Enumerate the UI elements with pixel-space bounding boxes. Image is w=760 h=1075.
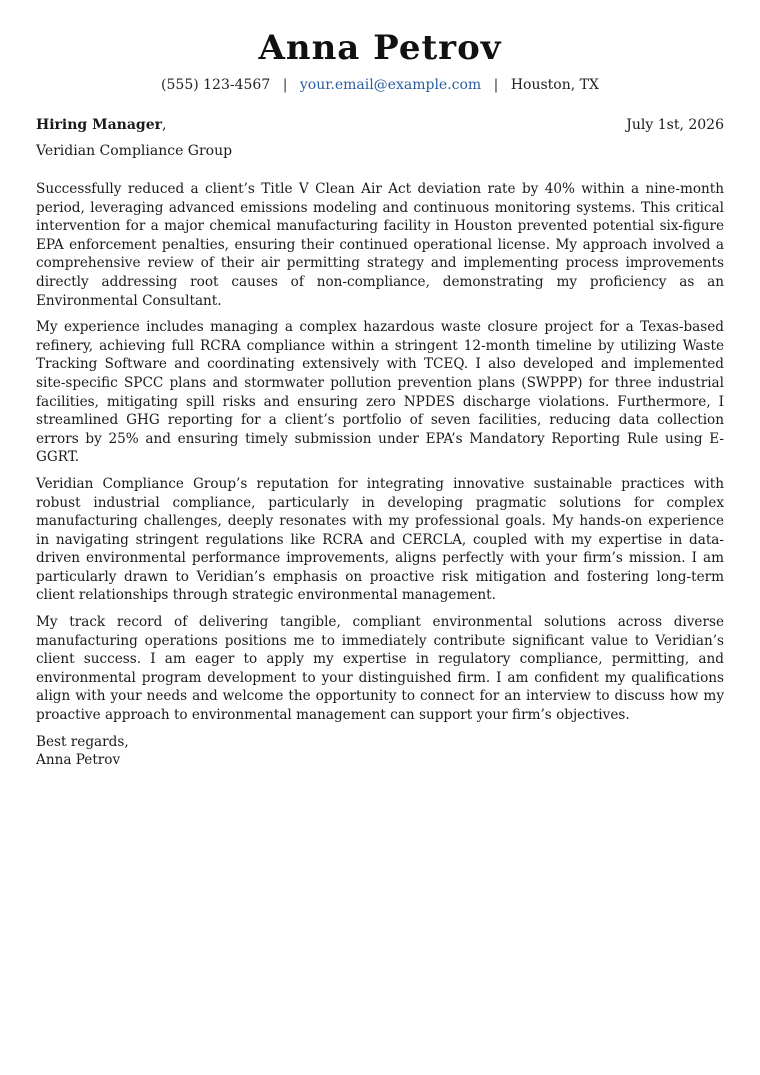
letter-closing <box>36 733 724 770</box>
location: Houston, TX <box>510 77 599 93</box>
sender-name: Anna Petrov <box>258 28 502 68</box>
recipient-name: Hiring Manager <box>36 117 162 133</box>
letter-date: July 1st, 2026 <box>626 117 724 133</box>
phone-number: (555) 123-4567 <box>161 77 271 93</box>
signature: Anna Petrov <box>36 752 121 769</box>
email-link[interactable]: your.email@example.com <box>299 77 482 93</box>
salutation: Best regards, <box>36 733 129 750</box>
separator: | <box>493 77 499 93</box>
letter-body <box>36 180 724 725</box>
contact-line <box>36 76 724 94</box>
body-paragraph: My experience includes managing a complex hazardous waste closure project for a Texas-based refinery, achieving full RCRA compliance within a stringent 12-month timeline by utilizing Waste Tracking Software and coordinating extensively with TCEQ. I also developed and implemented site-specific SPCC plans and stormwater pollution prevention plans (SWPPP) for three industrial facilities, mitigating spill risks and ensuring zero NPDES discharge violations. Furthermore, I streamlined GHG reporting for a client’s portfolio of seven facilities, reducing data collection errors by 25% and ensuring timely submission under EPA’s Mandatory Reporting Rule using E-GGRT. <box>36 319 724 466</box>
company-name: Veridian Compliance Group <box>36 143 233 159</box>
recipient-line <box>36 116 166 134</box>
letter-header <box>36 0 724 94</box>
body-paragraph: Successfully reduced a client’s Title V Clean Air Act deviation rate by 40% within a nine-month period, leveraging advanced emissions modeling and continuous monitoring systems. This critical intervention for a major chemical manufacturing facility in Houston prevented potential six-figure EPA enforcement penalties, ensuring their continued operational license. My approach involved a comprehensive review of their air permitting strategy and implementing process improvements directly addressing root causes of non-compliance, demonstrating my proficiency as an Environmental Consultant. <box>36 181 724 309</box>
recipient-suffix: , <box>161 117 167 133</box>
body-paragraph: Veridian Compliance Group’s reputation for integrating innovative sustainable practices with robust industrial compliance, particularly in developing pragmatic solutions for complex manufacturing challenges, deeply resonates with my professional goals. My hands-on experience in navigating stringent regulations like RCRA and CERCLA, coupled with my expertise in data-driven environmental performance improvements, aligns perfectly with your firm’s mission. I am particularly drawn to Veridian’s emphasis on proactive risk mitigation and fostering long-term client relationships through strategic environmental management. <box>36 475 724 604</box>
separator: | <box>282 77 288 93</box>
recipient-date-row <box>36 116 724 134</box>
body-paragraph: My track record of delivering tangible, compliant environmental solutions across diverse manufacturing operations positions me to immediately contribute significant value to Veridian’s client success. I am eager to apply my expertise in regulatory compliance, permitting, and environmental program development to your distinguished firm. I am confident my qualifications align with your needs and welcome the opportunity to connect for an interview to discuss how my proactive approach to environmental management can support your firm’s objectives. <box>36 614 724 724</box>
